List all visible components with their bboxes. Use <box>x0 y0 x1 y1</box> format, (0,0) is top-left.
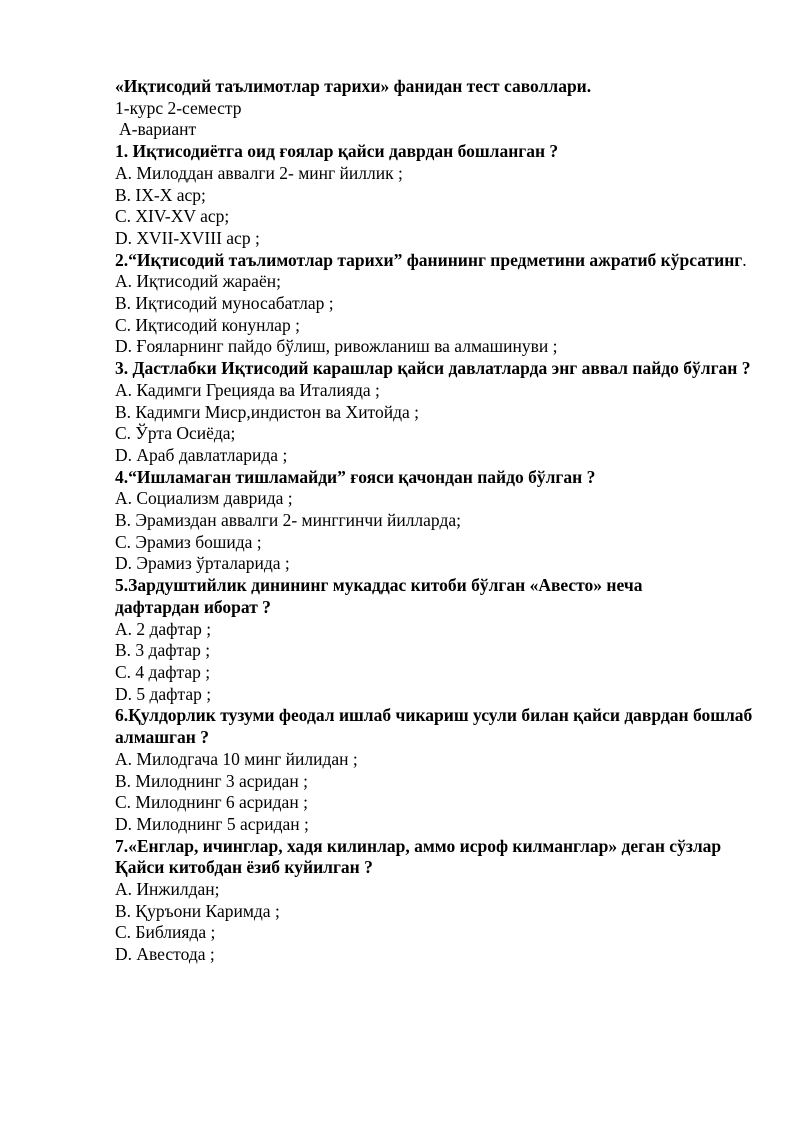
question-text: 4.“Ишламаган тишламайди” ғояси қачондан пайдо бўлган ? <box>115 466 596 487</box>
question-block-1 <box>115 141 763 250</box>
question-block-7 <box>115 836 763 966</box>
question-block-4 <box>115 467 763 576</box>
answer-option-c: C. Библияда ; <box>115 922 216 943</box>
answer-option-d: D. Эрамиз ўрталарида ; <box>115 553 290 574</box>
answer-option-b: B. Милоднинг 3 асридан ; <box>115 770 308 791</box>
answer-option-a: A. 2 дафтар ; <box>115 618 212 639</box>
answer-option-c: C. Ўрта Осиёда; <box>115 423 236 444</box>
answer-option-a: A. Кадимги Грецияда ва Италияда ; <box>115 379 380 400</box>
answer-option-c: C. XIV-XV аср; <box>115 206 230 227</box>
question-text-tail: . <box>742 249 747 270</box>
document-title: «Иқтисодий таълимотлар тарихи» фанидан тест саволлари. <box>115 76 592 96</box>
question-block-3 <box>115 358 763 467</box>
answer-option-d: D. Араб давлатларида ; <box>115 444 288 465</box>
answer-option-b: B. Қуръони Каримда ; <box>115 900 280 921</box>
answer-option-d: D. XVII-XVIII аср ; <box>115 227 260 248</box>
question-text: 5.Зардуштийлик динининг мукаддас китоби бўлган «Авесто» неча дафтардан иборат ? <box>115 575 643 617</box>
answer-option-b: B. Кадимги Миср,индистон ва Хитойда ; <box>115 401 420 422</box>
document-page <box>115 76 763 966</box>
answer-option-b: B. Иқтисодий муносабатлар ; <box>115 293 334 314</box>
question-block-5 <box>115 575 763 705</box>
answer-option-d: D. 5 дафтар ; <box>115 683 212 704</box>
answer-option-b: B. Эрамиздан аввалги 2- минггинчи йилларда; <box>115 510 461 531</box>
answer-option-d: D. Ғояларнинг пайдо бўлиш, ривожланиш ва алмашинуви ; <box>115 336 558 357</box>
question-block-2 <box>115 250 763 359</box>
question-text: 1. Иқтисодиётга оид ғоялар қайси даврдан бошланган ? <box>115 141 559 162</box>
answer-option-b: B. IX-X аср; <box>115 184 206 205</box>
answer-option-a: A. Милоддан аввалги 2- минг йиллик ; <box>115 162 403 183</box>
answer-option-c: C. 4 дафтар ; <box>115 661 211 682</box>
answer-option-c: C. Эрамиз бошида ; <box>115 531 262 552</box>
answer-option-a: A. Милодгача 10 минг йилидан ; <box>115 748 358 769</box>
question-text: 6.Қулдорлик тузуми феодал ишлаб чикариш усули билан қайси даврдан бошлаб алмашган ? <box>115 705 753 748</box>
answer-option-a: A. Социализм даврида ; <box>115 488 293 509</box>
answer-option-d: D. Авестода ; <box>115 944 215 965</box>
question-block-6 <box>115 705 763 835</box>
answer-option-a: A. Инжилдан; <box>115 879 220 900</box>
question-text <box>115 250 763 272</box>
answer-option-a: A. Иқтисодий жараён; <box>115 271 281 292</box>
answer-option-c: C. Милоднинг 6 асридан ; <box>115 792 308 813</box>
question-text-main: 2.“Иқтисодий таълимотлар тарихи” фанининг предметини ажратиб кўрсатинг <box>115 249 743 270</box>
answer-option-b: B. 3 дафтар ; <box>115 640 211 661</box>
question-text: 3. Дастлабки Иқтисодий карашлар қайси давлатларда энг аввал пайдо бўлган ? <box>115 358 751 379</box>
variant-label: А-вариант <box>119 119 197 140</box>
answer-option-d: D. Милоднинг 5 асридан ; <box>115 813 309 834</box>
question-text: 7.«Енглар, ичинглар, хадя килинлар, аммо исроф килманглар» деган сўзлар Қайси китобдан ёзиб куйилган ? <box>115 835 722 878</box>
answer-option-c: C. Иқтисодий конунлар ; <box>115 314 300 335</box>
course-semester: 1-курс 2-семестр <box>115 97 242 118</box>
